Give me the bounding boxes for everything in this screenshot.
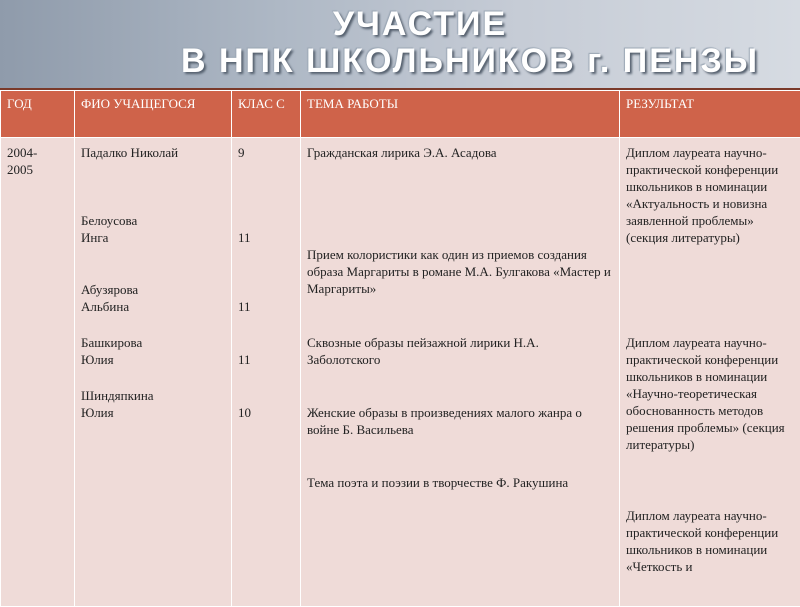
participation-table [0, 90, 800, 607]
work-topic: Гражданская лирика Э.А. Асадова [307, 144, 613, 161]
student-name: Абузярова Альбина [81, 281, 161, 315]
student-class: 10 [238, 404, 294, 421]
header-result: РЕЗУЛЬТАТ [620, 91, 800, 138]
slide-title [0, 6, 800, 80]
year-value: 2004-2005 [7, 144, 49, 178]
header-topic: ТЕМА РАБОТЫ [301, 91, 620, 138]
student-class: 11 [238, 351, 294, 368]
header-year: ГОД [1, 91, 75, 138]
work-topic: Сквозные образы пейзажной лирики Н.А. Заболотского [307, 334, 613, 368]
student-name: Белоусова Инга [81, 212, 161, 246]
student-name: Башкирова Юлия [81, 334, 161, 368]
year-cell [1, 138, 75, 607]
header-class: КЛАС С [232, 91, 301, 138]
student-class: 9 [238, 144, 294, 161]
student-class: 11 [238, 298, 294, 315]
student-name: Падалко Николай [81, 144, 225, 161]
student-class: 11 [238, 229, 294, 246]
result-text: Диплом лауреата научно-практической конференции школьников в номинации «Четкость и [626, 507, 794, 575]
topic-cell [301, 138, 620, 607]
table-header-row [1, 91, 800, 138]
header-name: ФИО УЧАЩЕГОСЯ [75, 91, 232, 138]
result-text: Диплом лауреата научно-практической конференции школьников в номинации «Научно-теоретическая обоснованность методов решения проблемы» (секция литературы) [626, 334, 794, 453]
work-topic: Тема поэта и поэзии в творчестве Ф. Ракушина [307, 474, 613, 491]
work-topic: Женские образы в произведениях малого жанра о войне Б. Васильева [307, 404, 613, 438]
title-line-2: В НПК ШКОЛЬНИКОВ г. ПЕНЗЫ [0, 42, 800, 80]
work-topic: Прием колористики как один из приемов создания образа Маргариты в романе М.А. Булгакова «Мастер и Маргариты» [307, 246, 613, 297]
class-cell [232, 138, 301, 607]
result-cell [620, 138, 800, 607]
title-line-1: УЧАСТИЕ [0, 6, 800, 42]
table-row [1, 138, 800, 607]
result-text: Диплом лауреата научно-практической конференции школьников в номинации «Актуальность и новизна заявленной проблемы» (секция литературы) [626, 144, 794, 246]
names-cell [75, 138, 232, 607]
student-name: Шиндяпкина Юлия [81, 387, 181, 421]
